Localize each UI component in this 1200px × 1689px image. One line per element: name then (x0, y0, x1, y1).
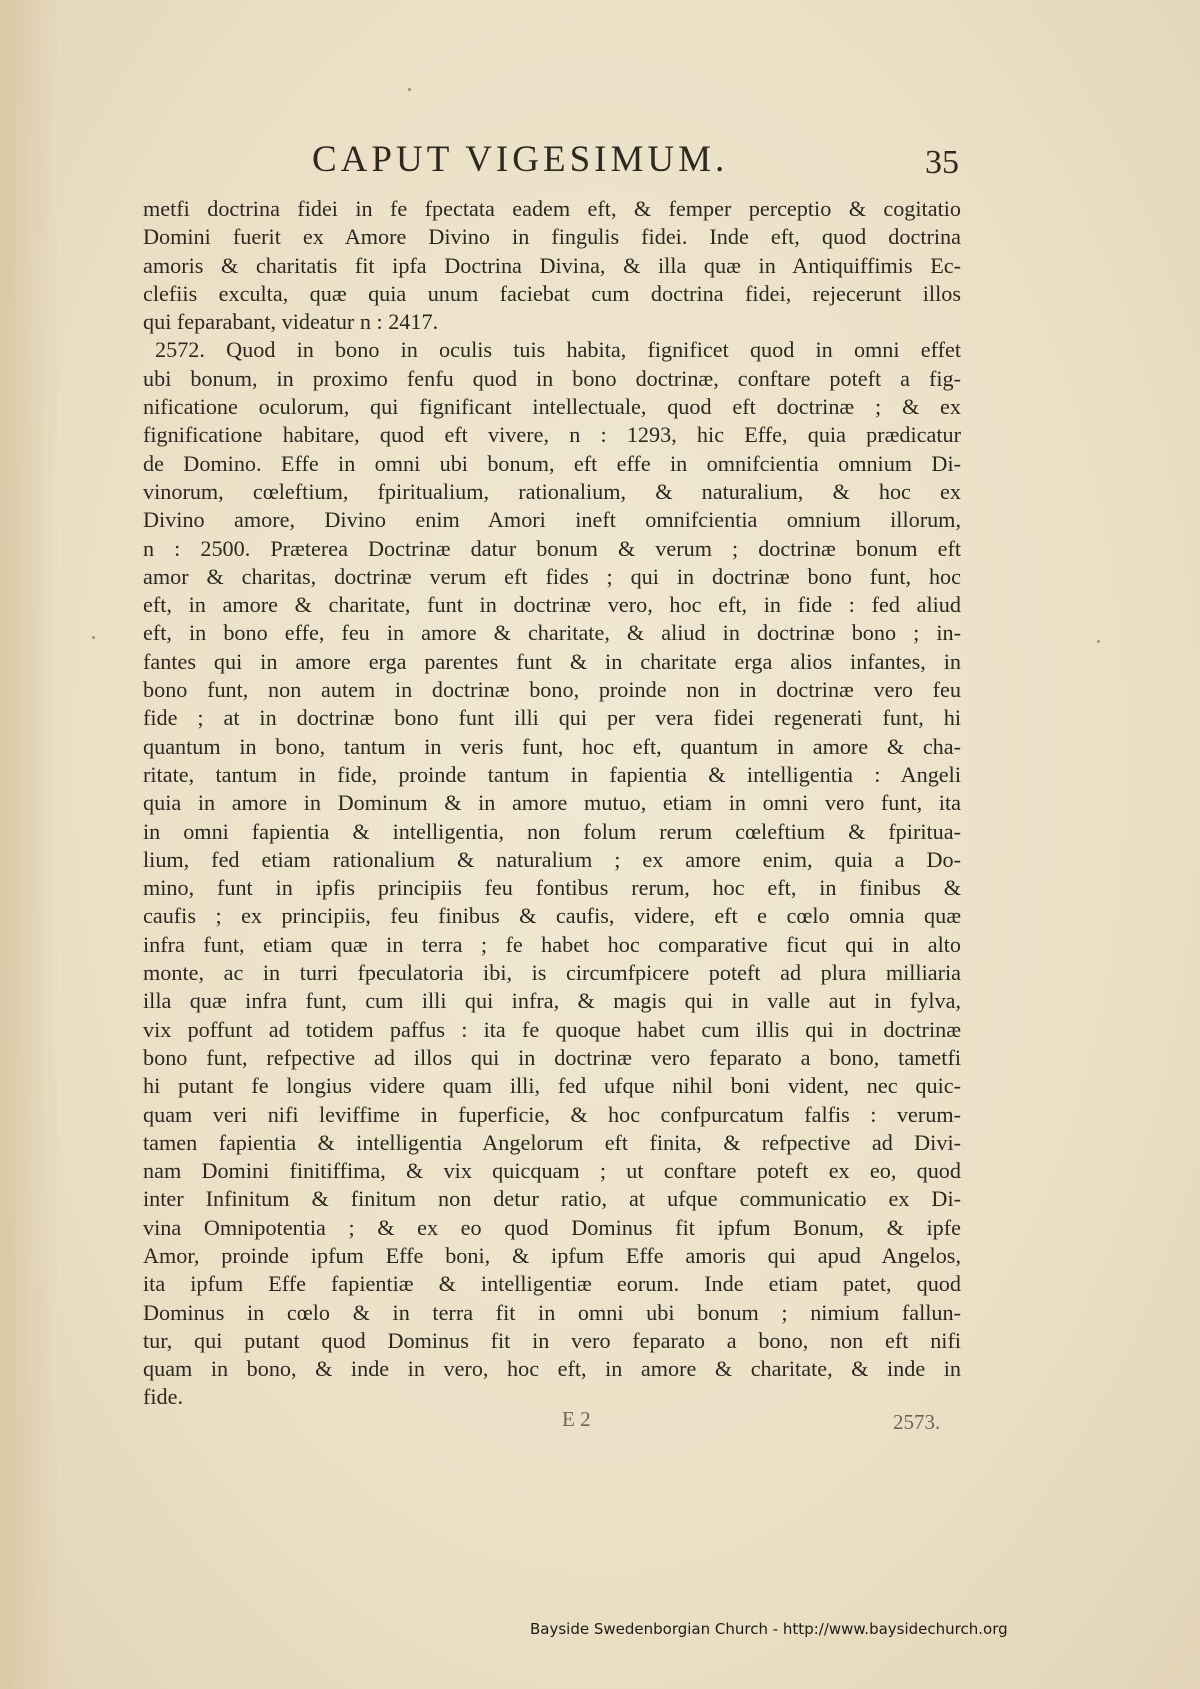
text-line: fide ; at in doctrinæ bono funt illi qui per vera fidei regenerati funt, hi (143, 705, 961, 731)
text-line: inter Infinitum & finitum non detur ratio, at ufque communicatio ex Di- (143, 1186, 961, 1212)
text-line: eft, in amore & charitate, funt in doctrinæ vero, hoc eft, in fide : fed aliud (143, 592, 961, 618)
text-line: illa quæ infra funt, cum illi qui infra, & magis qui in valle aut in fylva, (143, 988, 961, 1014)
text-line: infra funt, etiam quæ in terra ; fe habet hoc comparative ficut qui in alto (143, 931, 961, 957)
text-line: metfi doctrina fidei in fe fpectata eadem eft, & femper perceptio & cogitatio (143, 196, 961, 221)
text-line: quam in bono, & inde in vero, hoc eft, in amore & charitate, & inde in (143, 1356, 961, 1382)
text-line: qui feparabant, videatur n : 2417. (143, 309, 439, 335)
text-line: ita ipfum Effe fapientiæ & intelligentiæ eorum. Inde etiam patet, quod (143, 1271, 961, 1297)
text-line: vinorum, cœleftium, fpiritualium, rationalium, & naturalium, & hoc ex (143, 478, 961, 504)
text-line: Dominus in cœlo & in terra fit in omni ubi bonum ; nimium fallun- (143, 1299, 961, 1325)
text-line: nam Domini finitiffima, & vix quicquam ; ut conftare poteft ex eo, quod (143, 1158, 961, 1184)
text-line: fide. (143, 1384, 184, 1410)
text-line: clefiis exculta, quæ quia unum faciebat cum doctrina fidei, rejecerunt illos (143, 280, 961, 306)
text-line: n : 2500. Præterea Doctrinæ datur bonum & verum ; doctrinæ bonum eft (143, 535, 961, 561)
text-line: quia in amore in Dominum & in amore mutuo, etiam in omni vero funt, ita (143, 790, 961, 816)
text-line: Divino amore, Divino enim Amori ineft omnifcientia omnium illorum, (143, 507, 961, 533)
catchword: 2573. (893, 1410, 941, 1434)
text-line: tamen fapientia & intelligentia Angelorum eft finita, & refpective ad Divi- (143, 1129, 961, 1155)
paper-speck (408, 88, 411, 91)
text-line: mino, funt in ipfis principiis feu fontibus rerum, hoc eft, in finibus & (143, 875, 961, 901)
text-line: nificatione oculorum, qui fignificant intellectuale, quod eft doctrinæ ; & ex (143, 394, 961, 420)
paper-speck (1097, 640, 1100, 643)
body-text (143, 195, 961, 1412)
paper-speck (92, 636, 95, 639)
text-line: bono funt, refpective ad illos qui in doctrinæ vero feparato a bono, tametfi (143, 1044, 961, 1070)
text-line: bono funt, non autem in doctrinæ bono, proinde non in doctrinæ vero feu (143, 677, 961, 703)
page-header (0, 138, 1200, 188)
text-line: quantum in bono, tantum in veris funt, hoc eft, quantum in amore & cha- (143, 733, 961, 759)
text-line: quam veri nifi leviffime in fuperficie, & hoc confpurcatum falfis : verum- (143, 1101, 961, 1127)
text-line: in omni fapientia & intelligentia, non folum rerum cœleftium & fpiritua- (143, 818, 961, 844)
text-line: caufis ; ex principiis, feu finibus & caufis, videre, eft e cœlo omnia quæ (143, 903, 961, 929)
text-line: vix poffunt ad totidem paffus : ita fe quoque habet cum illis qui in doctrinæ (143, 1016, 961, 1042)
text-line: de Domino. Effe in omni ubi bonum, eft effe in omnifcientia omnium Di- (143, 450, 961, 476)
text-line: amoris & charitatis fit ipfa Doctrina Divina, & illa quæ in Antiquiffimis Ec- (143, 252, 961, 278)
source-credit: Bayside Swedenborgian Church - http://www.baysidechurch.org (530, 1620, 1008, 1638)
text-line: eft, in bono effe, feu in amore & charitate, & aliud in doctrinæ bono ; in- (143, 620, 961, 646)
signature-mark: E 2 (562, 1407, 591, 1431)
text-line: hi putant fe longius videre quam illi, fed ufque nihil boni vident, nec quic- (143, 1073, 961, 1099)
text-line: ritate, tantum in fide, proinde tantum in fapientia & intelligentia : Angeli (143, 761, 961, 787)
text-line: vina Omnipotentia ; & ex eo quod Dominus fit ipfum Bonum, & ipfe (143, 1214, 961, 1240)
text-line: amor & charitas, doctrinæ verum eft fides ; qui in doctrinæ bono funt, hoc (143, 563, 961, 589)
text-line: Amor, proinde ipfum Effe boni, & ipfum Effe amoris qui apud Angelos, (143, 1242, 961, 1268)
page-number: 35 (925, 144, 959, 181)
text-line: fantes qui in amore erga parentes funt & in charitate erga alios infantes, in (143, 648, 961, 674)
text-line: fignificatione habitare, quod eft vivere, n : 1293, hic Effe, quia prædicatur (143, 422, 961, 448)
text-line: Domini fuerit ex Amore Divino in fingulis fidei. Inde eft, quod doctrina (143, 224, 961, 250)
text-line: lium, fed etiam rationalium & naturalium ; ex amore enim, quia a Do- (143, 846, 961, 872)
text-line: ubi bonum, in proximo fenfu quod in bono doctrinæ, conftare poteft a fig- (143, 365, 961, 391)
text-line: tur, qui putant quod Dominus fit in vero feparato a bono, non eft nifi (143, 1327, 961, 1353)
running-title: CAPUT VIGESIMUM. (312, 139, 729, 180)
text-line: 2572. Quod in bono in oculis tuis habita, fignificet quod in omni effet (155, 337, 961, 363)
text-line: monte, ac in turri fpeculatoria ibi, is circumfpicere poteft ad plura milliaria (143, 960, 961, 986)
page-edge-shadow (0, 0, 60, 1689)
